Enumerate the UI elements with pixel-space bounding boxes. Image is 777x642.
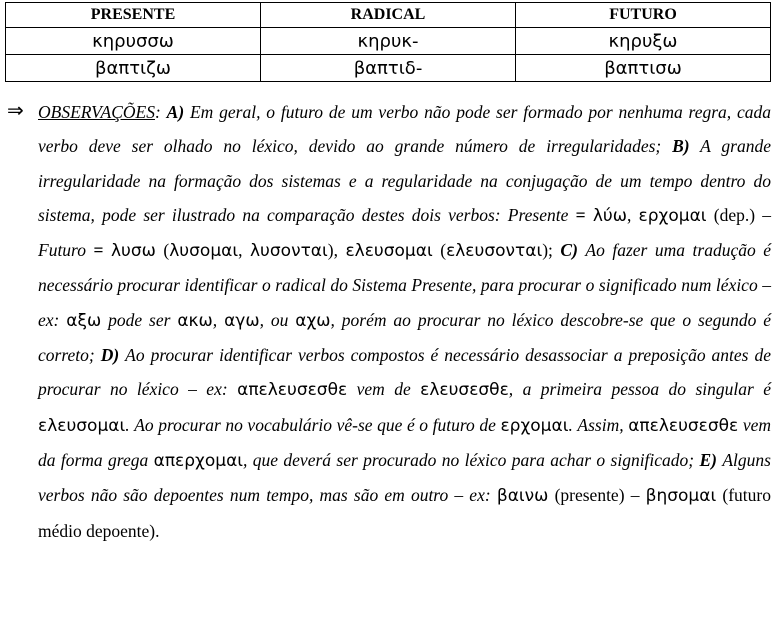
item-e-text: (presente) – bbox=[548, 485, 646, 506]
table-cell: βαπτισω bbox=[516, 55, 771, 82]
header-futuro: FUTURO bbox=[516, 3, 771, 28]
greek-word: αγω bbox=[224, 310, 260, 331]
item-e-label: E) bbox=[699, 449, 717, 470]
greek-word: ερχομαι bbox=[500, 415, 569, 436]
item-d-text: , a primeira pessoa do singular é bbox=[508, 379, 771, 400]
verb-forms-table bbox=[5, 2, 771, 82]
greek-word: ελευσομαι bbox=[345, 241, 433, 262]
item-c-text: , ou bbox=[259, 309, 296, 330]
double-arrow-right-icon: ⇒ bbox=[7, 98, 24, 122]
table-cell: κηρυκ- bbox=[261, 28, 516, 55]
header-presente: PRESENTE bbox=[6, 3, 261, 28]
table-row bbox=[6, 55, 771, 82]
item-d-text: Ao procurar identificar verbos compostos é necessário desassociar a preposição antes de procurar no léxico – ex: bbox=[38, 345, 771, 400]
greek-word: λυσομαι bbox=[169, 241, 239, 262]
item-a-label: A) bbox=[166, 102, 185, 122]
greek-word: λύω bbox=[592, 205, 627, 226]
punct: , bbox=[212, 309, 225, 330]
greek-word: βαινω bbox=[496, 486, 549, 507]
table-cell: κηρυσσω bbox=[6, 28, 261, 55]
greek-word: αχω bbox=[295, 310, 331, 331]
dep-note: (dep.) – bbox=[706, 204, 772, 225]
item-c-label: C) bbox=[560, 240, 578, 261]
item-b-text: A grande irregularidade na formação dos sistemas e a regularidade na conjugação de um tempo dentro do sistema, pode ser ilustrado na comparação destes dois verbos: Presente bbox=[38, 136, 771, 225]
item-d-text: . Assim, bbox=[568, 414, 629, 435]
item-e-text: Alguns verbos não são depoentes num tempo, mas são em outro – ex: bbox=[38, 449, 771, 506]
greek-word: ελευσονται bbox=[446, 241, 543, 262]
greek-word: απελευσεσθε bbox=[237, 380, 348, 401]
heading-colon: : bbox=[154, 102, 161, 122]
item-c-text: Ao fazer uma tradução é necessário procurar identificar o radical do Sistema Presente, para procurar o significado num léxico – ex: bbox=[38, 240, 771, 330]
greek-word: ακω bbox=[177, 310, 213, 331]
observations-heading: OBSERVAÇÕES bbox=[38, 102, 155, 122]
item-b-label: B) bbox=[672, 136, 690, 157]
greek-word: λυσω bbox=[110, 241, 156, 262]
item-d-text: , que deverá ser procurado no léxico para achar o significado; bbox=[243, 449, 700, 470]
item-c-text: pode ser bbox=[101, 309, 178, 330]
punct: ( bbox=[432, 240, 447, 261]
greek-word: ελευσεσθε bbox=[420, 380, 509, 401]
greek-word: λυσονται bbox=[250, 241, 328, 262]
greek-word: αξω bbox=[66, 310, 102, 331]
table-cell: βαπτιδ- bbox=[261, 55, 516, 82]
greek-word: απελευσεσθε bbox=[628, 415, 739, 436]
greek-word: βησομαι bbox=[645, 486, 717, 507]
equals-sign: = bbox=[93, 240, 104, 261]
greek-word: ερχομαι bbox=[638, 205, 707, 226]
observations-paragraph bbox=[33, 95, 771, 548]
table-cell: κηρυξω bbox=[516, 28, 771, 55]
header-radical: RADICAL bbox=[261, 3, 516, 28]
punct: ( bbox=[163, 240, 170, 261]
greek-word: ελευσομαι bbox=[38, 415, 126, 436]
item-d-label: D) bbox=[100, 345, 120, 366]
futuro-label: Futuro bbox=[38, 240, 94, 261]
table-cell: βαπτιζω bbox=[6, 55, 261, 82]
punct: , bbox=[238, 240, 250, 261]
item-d-text: vem da forma grega bbox=[38, 414, 771, 470]
item-c-text: , porém ao procurar no léxico descobre-se que o segundo é correto; bbox=[38, 309, 772, 366]
punct: ); bbox=[542, 240, 561, 261]
punct: , bbox=[626, 204, 639, 225]
item-e-text: (futuro médio depoente). bbox=[38, 485, 771, 541]
item-d-text: . Ao procurar no vocabulário vê-se que é o futuro de bbox=[125, 414, 501, 435]
equals-sign: = bbox=[575, 204, 586, 225]
table-header-row bbox=[6, 3, 771, 28]
observations-block bbox=[7, 95, 772, 548]
table-row bbox=[6, 28, 771, 55]
greek-word: απερχομαι bbox=[153, 450, 244, 471]
item-a-text: Em geral, o futuro de um verbo não pode ser formado por nenhuma regra, cada verbo deve ser olhado no léxico, devido ao grande número de irregularidades; bbox=[38, 102, 772, 157]
punct: ), bbox=[327, 240, 346, 261]
item-d-text: vem de bbox=[347, 379, 421, 400]
